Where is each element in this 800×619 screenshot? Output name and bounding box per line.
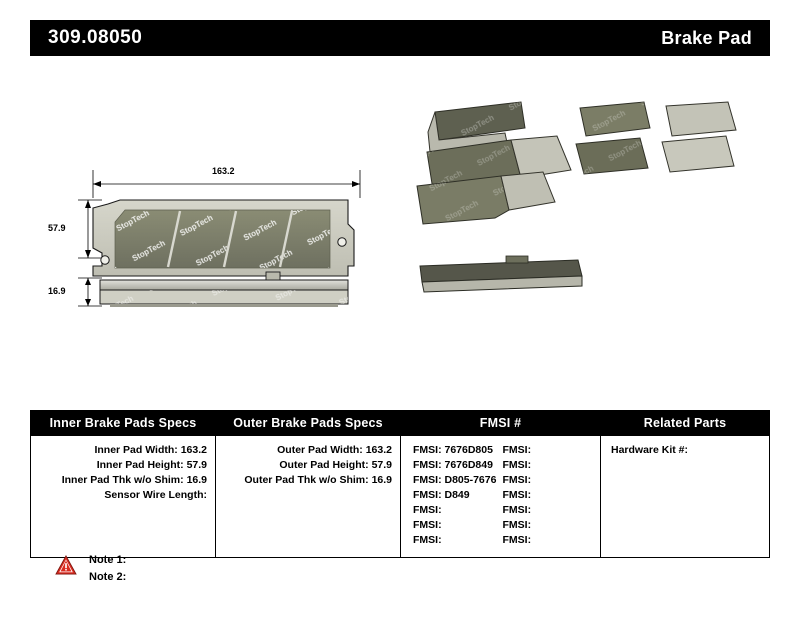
note-line: Note 1: bbox=[89, 554, 127, 566]
outer-pad-specs-body bbox=[216, 436, 400, 556]
spec-tables bbox=[30, 410, 770, 558]
fmsi-row: FMSI: bbox=[502, 533, 532, 546]
inner-pad-specs-body bbox=[31, 436, 215, 556]
spec-row bbox=[224, 442, 392, 457]
fmsi-row: FMSI: bbox=[502, 518, 532, 531]
fmsi-row: FMSI: bbox=[502, 488, 532, 501]
spec-label: Inner Pad Thk w/o Shim: bbox=[61, 473, 184, 486]
fmsi-row: FMSI: bbox=[502, 503, 532, 516]
related-parts-body bbox=[601, 436, 769, 556]
fmsi-row: FMSI: bbox=[502, 458, 532, 471]
drawing-svg bbox=[30, 70, 770, 370]
spec-row bbox=[224, 457, 392, 472]
fmsi-row: FMSI: bbox=[413, 503, 442, 516]
fmsi-body bbox=[401, 436, 600, 557]
pad-photo-group-front bbox=[417, 102, 736, 224]
pad-front-view bbox=[93, 200, 354, 276]
fmsi-row: FMSI: D805-7676 bbox=[413, 473, 497, 486]
warning-triangle-icon bbox=[55, 555, 77, 575]
fmsi-row: FMSI: bbox=[502, 473, 532, 486]
dimension-height-label: 57.9 bbox=[48, 223, 66, 233]
inner-pad-specs-title: Inner Brake Pads Specs bbox=[31, 411, 215, 436]
fmsi-row: FMSI: bbox=[413, 533, 442, 546]
inner-pad-specs-column bbox=[31, 411, 216, 557]
fmsi-row: FMSI: 7676D805 bbox=[413, 443, 493, 456]
spec-value: 16.9 bbox=[186, 473, 207, 486]
spec-value: 57.9 bbox=[371, 458, 392, 471]
pad-side-view bbox=[100, 272, 348, 307]
dimension-width-label: 163.2 bbox=[212, 166, 235, 176]
spec-label: Outer Pad Width: bbox=[277, 443, 363, 456]
technical-drawing bbox=[30, 70, 770, 370]
outer-pad-specs-title: Outer Brake Pads Specs bbox=[216, 411, 400, 436]
note-line: Note 2: bbox=[89, 571, 127, 583]
related-parts-column bbox=[601, 411, 769, 557]
spec-label: Outer Pad Thk w/o Shim: bbox=[244, 473, 369, 486]
spec-value: 163.2 bbox=[180, 443, 207, 456]
fmsi-row: FMSI: D849 bbox=[413, 488, 470, 501]
fmsi-row: FMSI: 7676D849 bbox=[413, 458, 493, 471]
pad-photo-edge-view bbox=[420, 256, 582, 292]
fmsi-title: FMSI # bbox=[401, 411, 600, 436]
spec-row bbox=[39, 472, 207, 487]
header-bar bbox=[30, 20, 770, 56]
spec-row bbox=[39, 487, 207, 502]
product-type: Brake Pad bbox=[661, 27, 752, 48]
notes-section bbox=[55, 553, 126, 587]
dimension-thickness-label: 16.9 bbox=[48, 286, 66, 296]
fmsi-row: FMSI: bbox=[413, 518, 442, 531]
spec-label: Inner Pad Width: bbox=[94, 443, 178, 456]
part-number: 309.08050 bbox=[48, 27, 143, 48]
spec-row bbox=[39, 457, 207, 472]
fmsi-right-column bbox=[503, 442, 593, 547]
spec-label: Outer Pad Height: bbox=[279, 458, 369, 471]
fmsi-row: FMSI: bbox=[502, 443, 532, 456]
notes-text-block bbox=[89, 553, 126, 587]
spec-label: Inner Pad Height: bbox=[96, 458, 184, 471]
fmsi-column bbox=[401, 411, 601, 557]
spec-label: Sensor Wire Length: bbox=[104, 488, 207, 501]
fmsi-left-column bbox=[413, 442, 503, 547]
spec-value: 163.2 bbox=[365, 443, 392, 456]
spec-row bbox=[39, 442, 207, 457]
spec-value: 16.9 bbox=[371, 473, 392, 486]
outer-pad-specs-column bbox=[216, 411, 401, 557]
spec-value: 57.9 bbox=[186, 458, 207, 471]
related-row: Hardware Kit #: bbox=[611, 443, 689, 456]
related-parts-title: Related Parts bbox=[601, 411, 769, 436]
dimension-thickness bbox=[78, 278, 102, 306]
spec-row bbox=[224, 472, 392, 487]
